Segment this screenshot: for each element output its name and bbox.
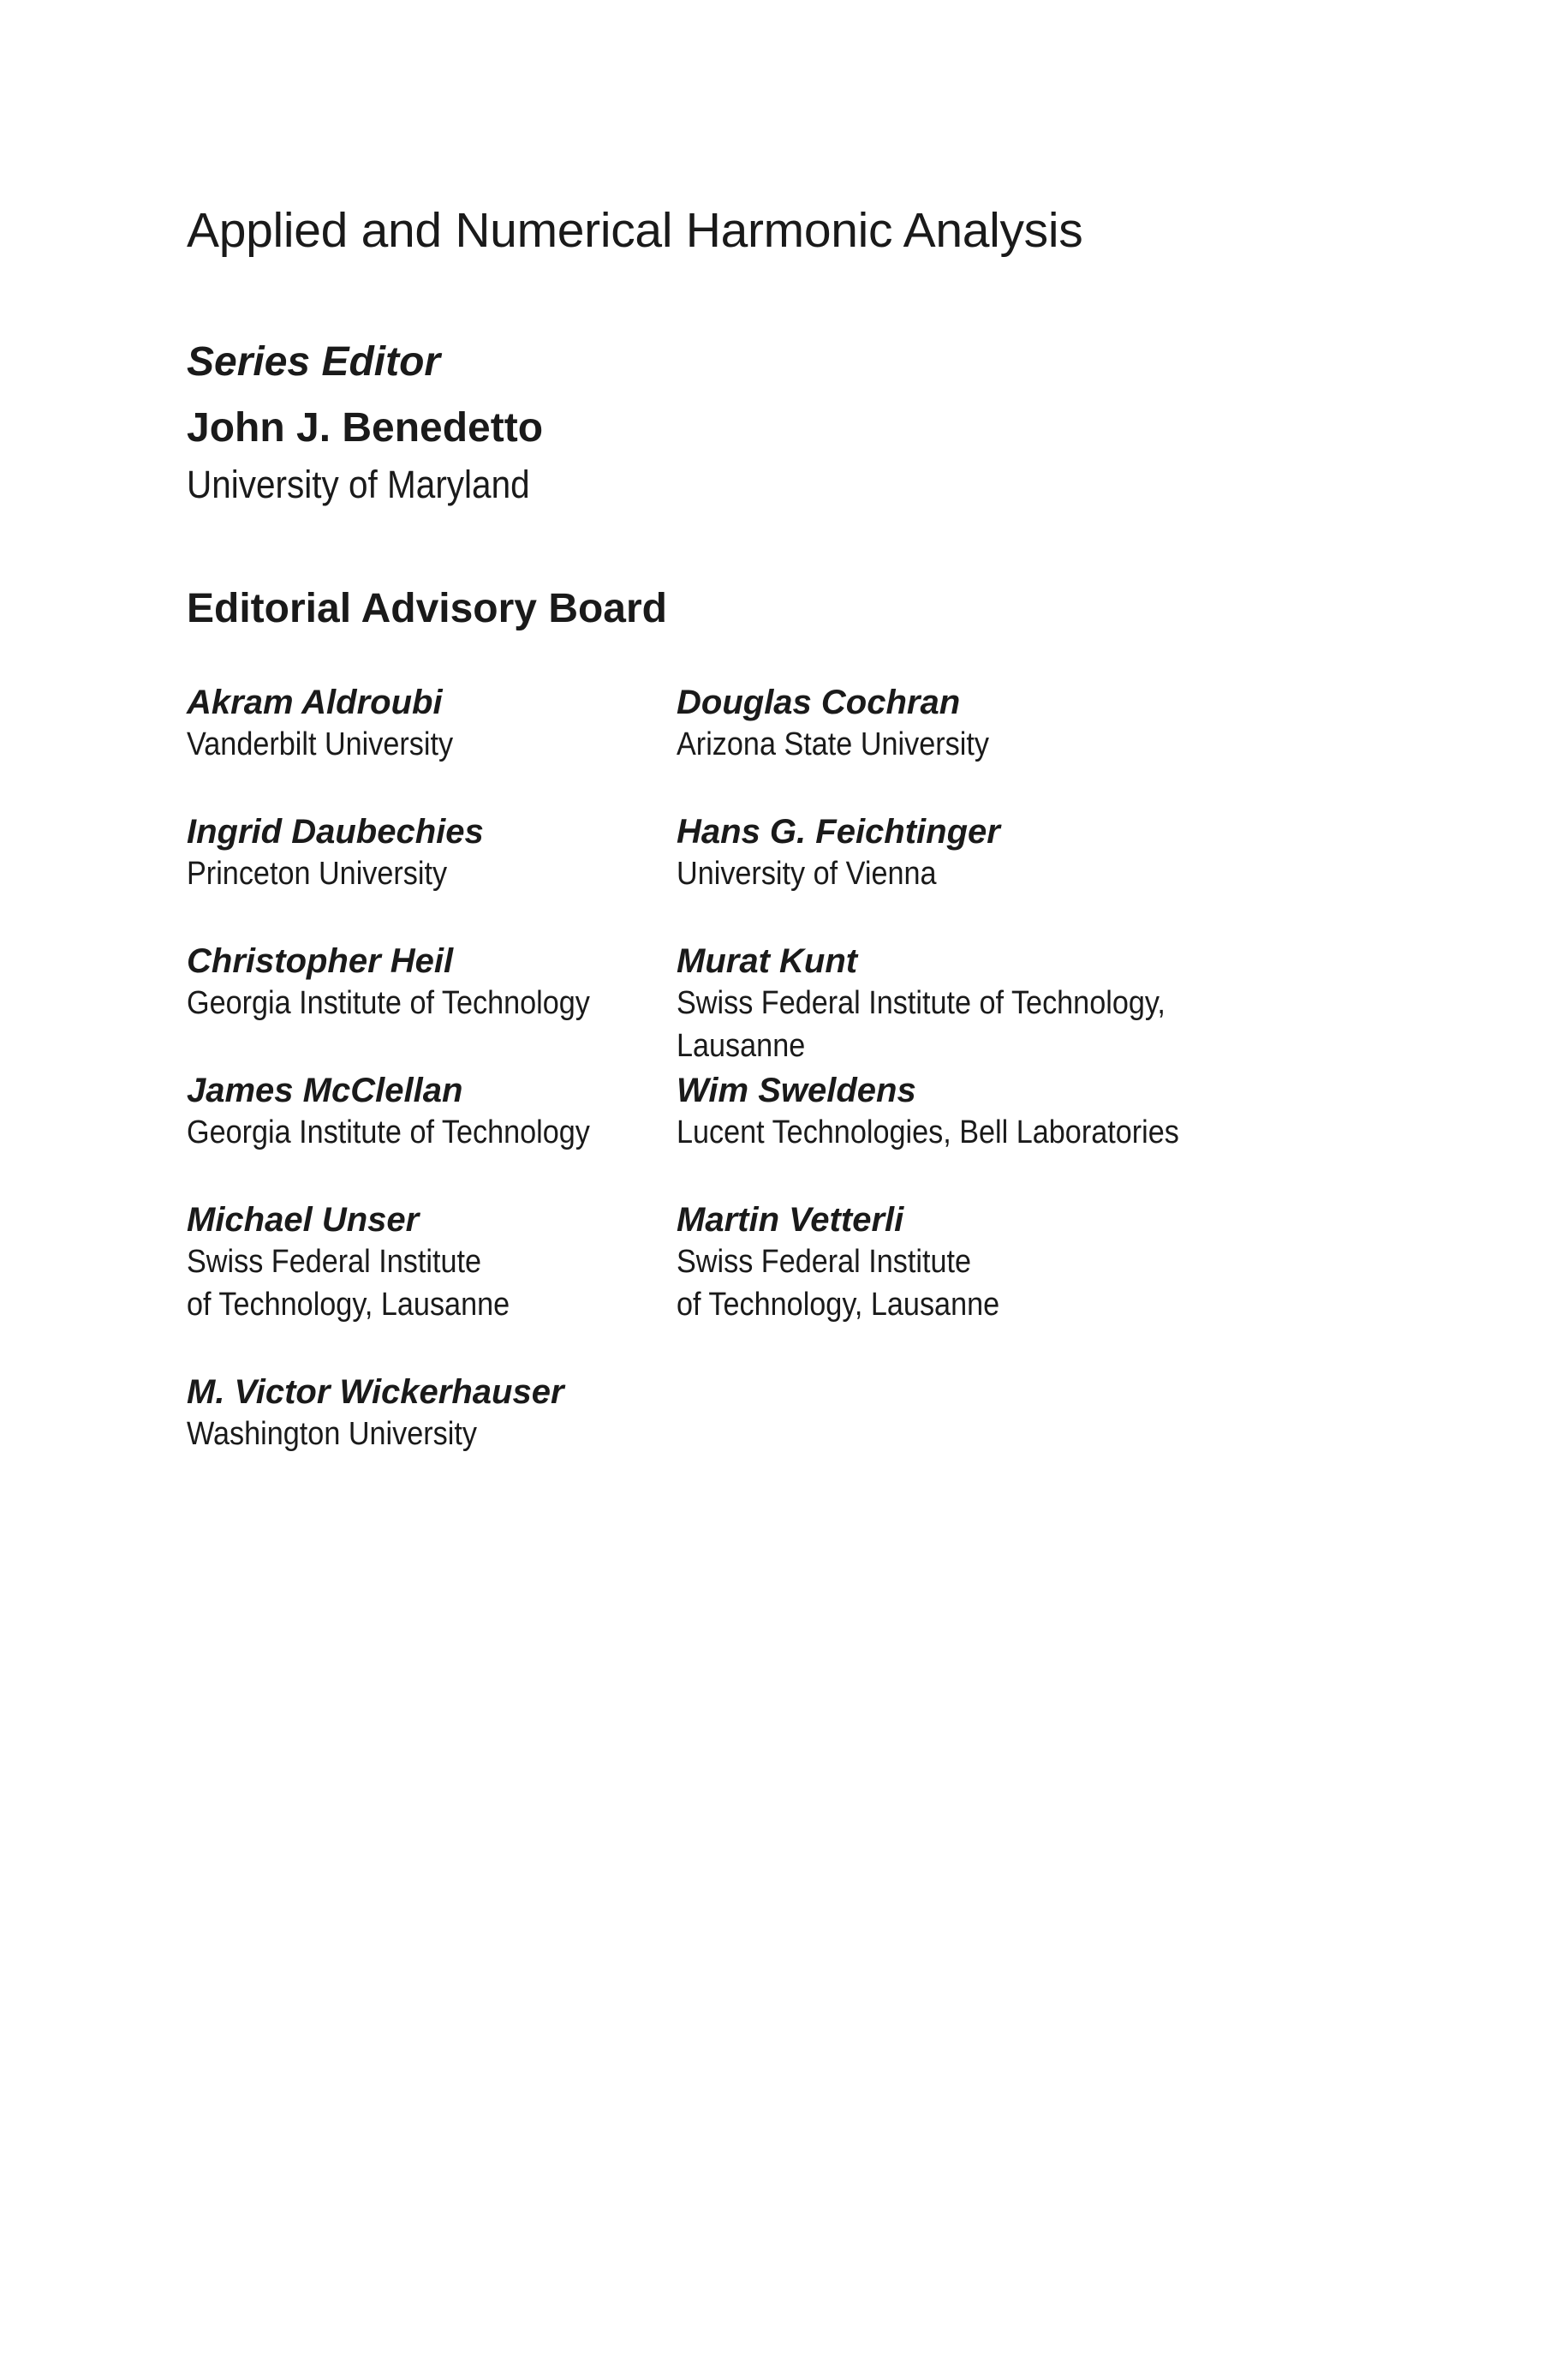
member-affiliation: Princeton University (187, 856, 448, 892)
board-member (187, 1371, 786, 1455)
board-member (677, 682, 1276, 766)
member-name: James McClellan (187, 1072, 463, 1109)
member-affiliation: Swiss Federal Institute of Technology, Lausanne (187, 1244, 510, 1323)
member-name: Martin Vetterli (677, 1201, 904, 1239)
member-name: Murat Kunt (677, 942, 858, 980)
member-name: Hans G. Feichtinger (677, 813, 1000, 851)
member-name: Christopher Heil (187, 942, 454, 980)
series-editor-name: John J. Benedetto (187, 405, 544, 451)
board-member (677, 1199, 1276, 1326)
series-editor-affiliation: University of Maryland (187, 463, 530, 506)
member-affiliation: Arizona State University (677, 726, 989, 762)
member-affiliation: Swiss Federal Institute of Technology, Lausanne (677, 1244, 1000, 1323)
member-affiliation: Georgia Institute of Technology (187, 985, 590, 1021)
member-name: Douglas Cochran (677, 684, 961, 721)
series-title: Applied and Numerical Harmonic Analysis (187, 203, 1083, 258)
page (187, 0, 1505, 2378)
series-editor-label: Series Editor (187, 339, 441, 385)
member-affiliation: University of Vienna (677, 856, 937, 892)
board-heading: Editorial Advisory Board (187, 586, 667, 631)
member-name: Michael Unser (187, 1201, 420, 1239)
member-name: M. Victor Wickerhauser (187, 1373, 564, 1411)
board-member (677, 1070, 1276, 1154)
board-member (677, 941, 1276, 1067)
member-name: Ingrid Daubechies (187, 813, 484, 851)
member-affiliation: Georgia Institute of Technology (187, 1114, 590, 1150)
member-affiliation: Vanderbilt University (187, 726, 454, 762)
board-member (677, 811, 1276, 895)
member-affiliation: Swiss Federal Institute of Technology, Lausanne (677, 985, 1166, 1064)
member-name: Akram Aldroubi (187, 684, 443, 721)
member-name: Wim Sweldens (677, 1072, 916, 1109)
member-affiliation: Lucent Technologies, Bell Laboratories (677, 1114, 1179, 1150)
member-affiliation: Washington University (187, 1416, 477, 1452)
